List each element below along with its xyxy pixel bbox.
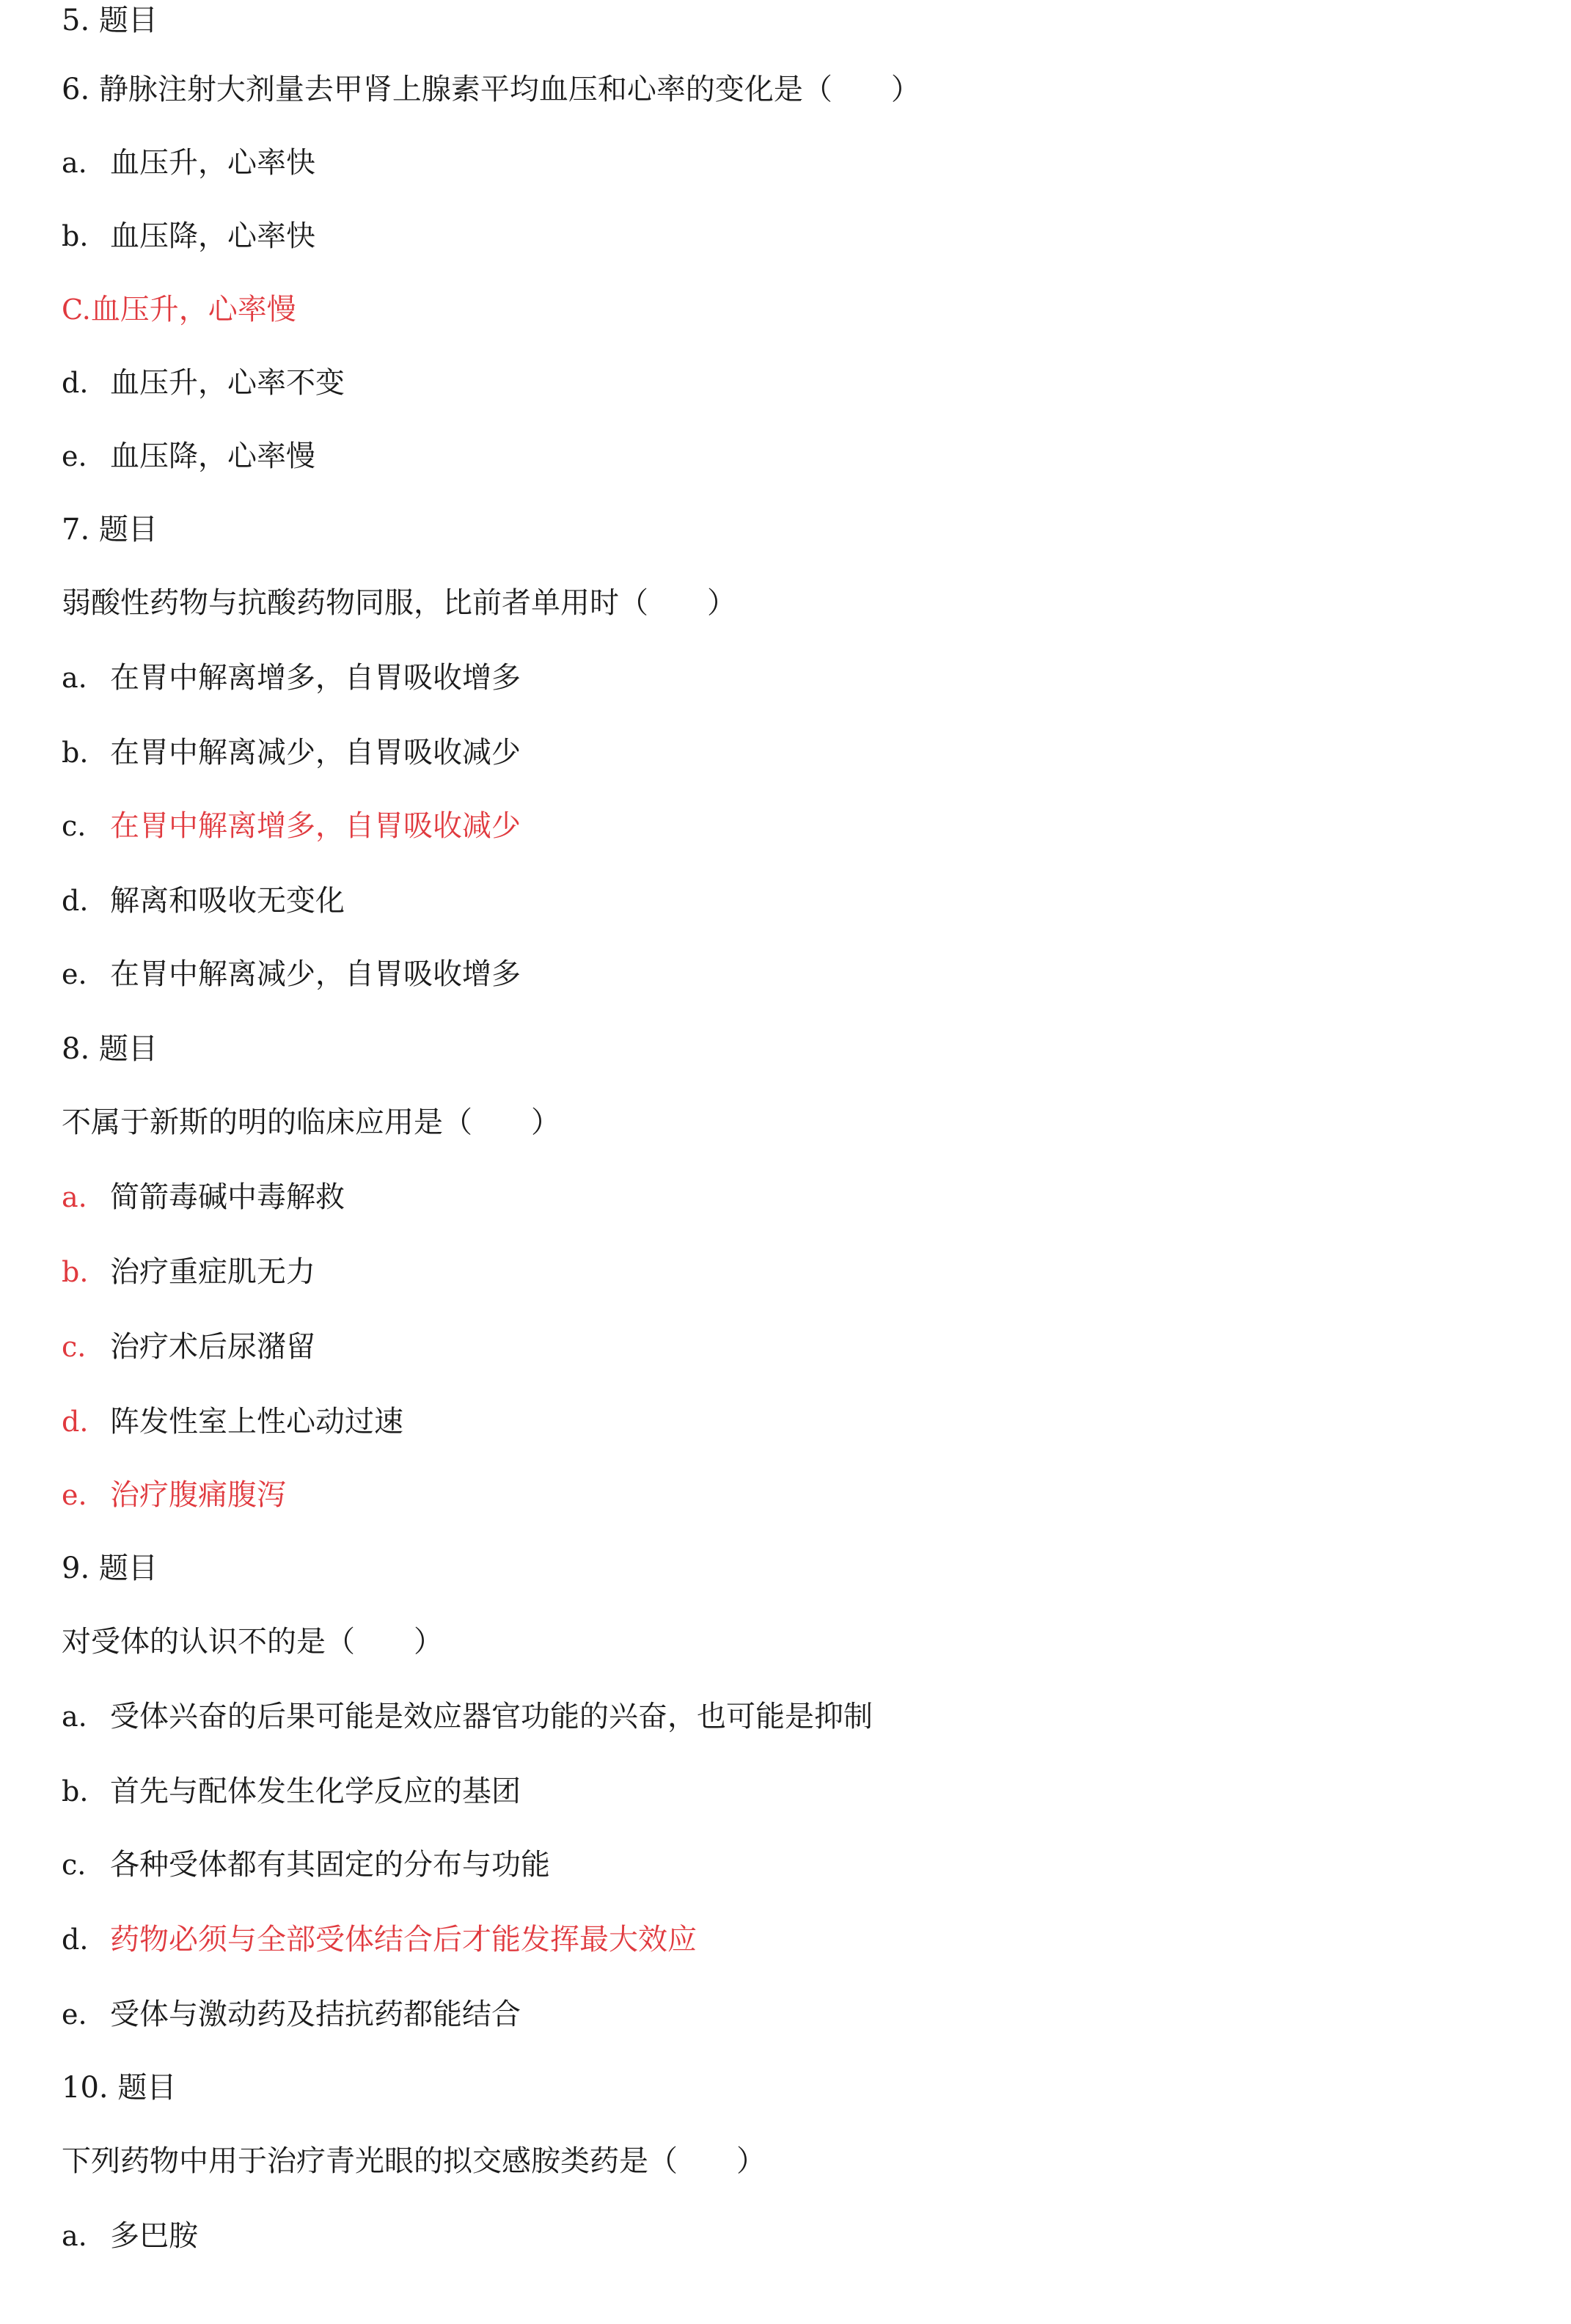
option-9c: [62, 1844, 550, 1885]
option-letter: b.: [62, 1256, 89, 1288]
question-text: 下列药物中用于治疗青光眼的拟交感胺类药是（ ）: [62, 2144, 766, 2178]
heading-text: 5. 题目: [62, 4, 158, 37]
question-text: 6. 静脉注射大剂量去甲肾上腺素平均血压和心率的变化是（ ）: [62, 73, 920, 106]
option-text: 各种受体都有其固定的分布与功能: [110, 1848, 550, 1882]
option-letter: d.: [62, 1406, 89, 1438]
question-text: 对受体的认识不的是（ ）: [62, 1625, 443, 1659]
option-letter: e.: [62, 440, 87, 472]
heading-q9: [62, 1548, 158, 1589]
option-text: 简箭毒碱中毒解救: [110, 1180, 345, 1214]
option-text: 血压升，心率不变: [110, 366, 345, 400]
option-text: 血压升，心率快: [110, 146, 315, 180]
option-text: 治疗术后尿潴留: [110, 1330, 315, 1364]
option-text: 在胃中解离减少，自胃吸收增多: [110, 957, 521, 991]
option-text: 在胃中解离增多，自胃吸收增多: [110, 661, 521, 695]
option-9e: [62, 1994, 521, 2035]
option-8c: [62, 1326, 315, 1367]
heading-q8: [62, 1028, 158, 1070]
option-letter: b.: [62, 1775, 89, 1808]
option-text: 解离和吸收无变化: [110, 884, 345, 918]
option-7b: [62, 732, 521, 773]
question-10: [62, 2141, 766, 2182]
option-text: 受体兴奋的后果可能是效应器官功能的兴奋，也可能是抑制: [110, 1700, 873, 1733]
option-text: 在胃中解离减少，自胃吸收减少: [110, 736, 521, 770]
option-text: 受体与激动药及拮抗药都能结合: [110, 1998, 521, 2031]
heading-text: 7. 题目: [62, 513, 158, 547]
option-text: 治疗重症肌无力: [110, 1255, 315, 1289]
option-letter: d.: [62, 367, 89, 399]
option-6c-correct: [62, 289, 296, 330]
heading-q7: [62, 509, 158, 550]
heading-text: 8. 题目: [62, 1032, 158, 1066]
option-text: 在胃中解离增多，自胃吸收减少: [110, 809, 521, 843]
option-7d: [62, 880, 345, 921]
option-letter: a.: [62, 1700, 87, 1733]
option-6d: [62, 362, 345, 403]
option-9d: [62, 1919, 697, 1960]
option-text: 多巴胺: [110, 2219, 198, 2253]
option-6b: [62, 216, 315, 257]
question-text: 不属于新斯的明的临床应用是（ ）: [62, 1106, 560, 1139]
option-text: 治疗腹痛腹泻: [110, 1478, 286, 1512]
option-letter: e.: [62, 1479, 87, 1511]
option-8b: [62, 1251, 315, 1293]
option-text: 血压降，心率快: [110, 219, 315, 253]
question-8: [62, 1102, 560, 1143]
option-text: 血压降，心率慢: [110, 439, 315, 473]
question-6: [62, 69, 920, 110]
question-7: [62, 582, 736, 624]
option-letter: a.: [62, 147, 87, 179]
option-7e: [62, 954, 521, 995]
heading-text: 10. 题目: [62, 2071, 177, 2105]
option-7c: [62, 805, 521, 847]
option-6e: [62, 436, 315, 477]
option-letter: c.: [62, 1331, 87, 1363]
option-letter: d.: [62, 1923, 89, 1956]
option-text: 血压升，心率慢: [90, 293, 296, 326]
heading-q10: [62, 2067, 176, 2108]
option-letter: a.: [62, 1181, 87, 1213]
option-9b: [62, 1771, 521, 1812]
option-letter: b.: [62, 737, 89, 769]
option-letter: d.: [62, 885, 89, 917]
question-9: [62, 1621, 443, 1662]
heading-q5: [62, 0, 158, 41]
option-text: 首先与配体发生化学反应的基团: [110, 1775, 521, 1808]
option-8d: [62, 1401, 403, 1442]
option-letter: c.: [62, 1849, 87, 1881]
option-8e: [62, 1475, 286, 1516]
option-letter: C.: [62, 293, 91, 326]
option-7a: [62, 657, 521, 698]
option-letter: a.: [62, 662, 87, 694]
option-6a: [62, 142, 315, 183]
option-letter: c.: [62, 810, 87, 842]
option-text: 药物必须与全部受体结合后才能发挥最大效应: [110, 1923, 697, 1956]
option-10a: [62, 2215, 198, 2257]
heading-text: 9. 题目: [62, 1552, 158, 1585]
option-9a: [62, 1696, 873, 1737]
option-letter: b.: [62, 220, 89, 252]
option-letter: e.: [62, 1998, 87, 2031]
option-letter: e.: [62, 958, 87, 990]
option-text: 阵发性室上性心动过速: [110, 1405, 403, 1439]
option-letter: a.: [62, 2220, 87, 2252]
question-text: 弱酸性药物与抗酸药物同服，比前者单用时（ ）: [62, 586, 736, 620]
option-8a: [62, 1177, 345, 1218]
